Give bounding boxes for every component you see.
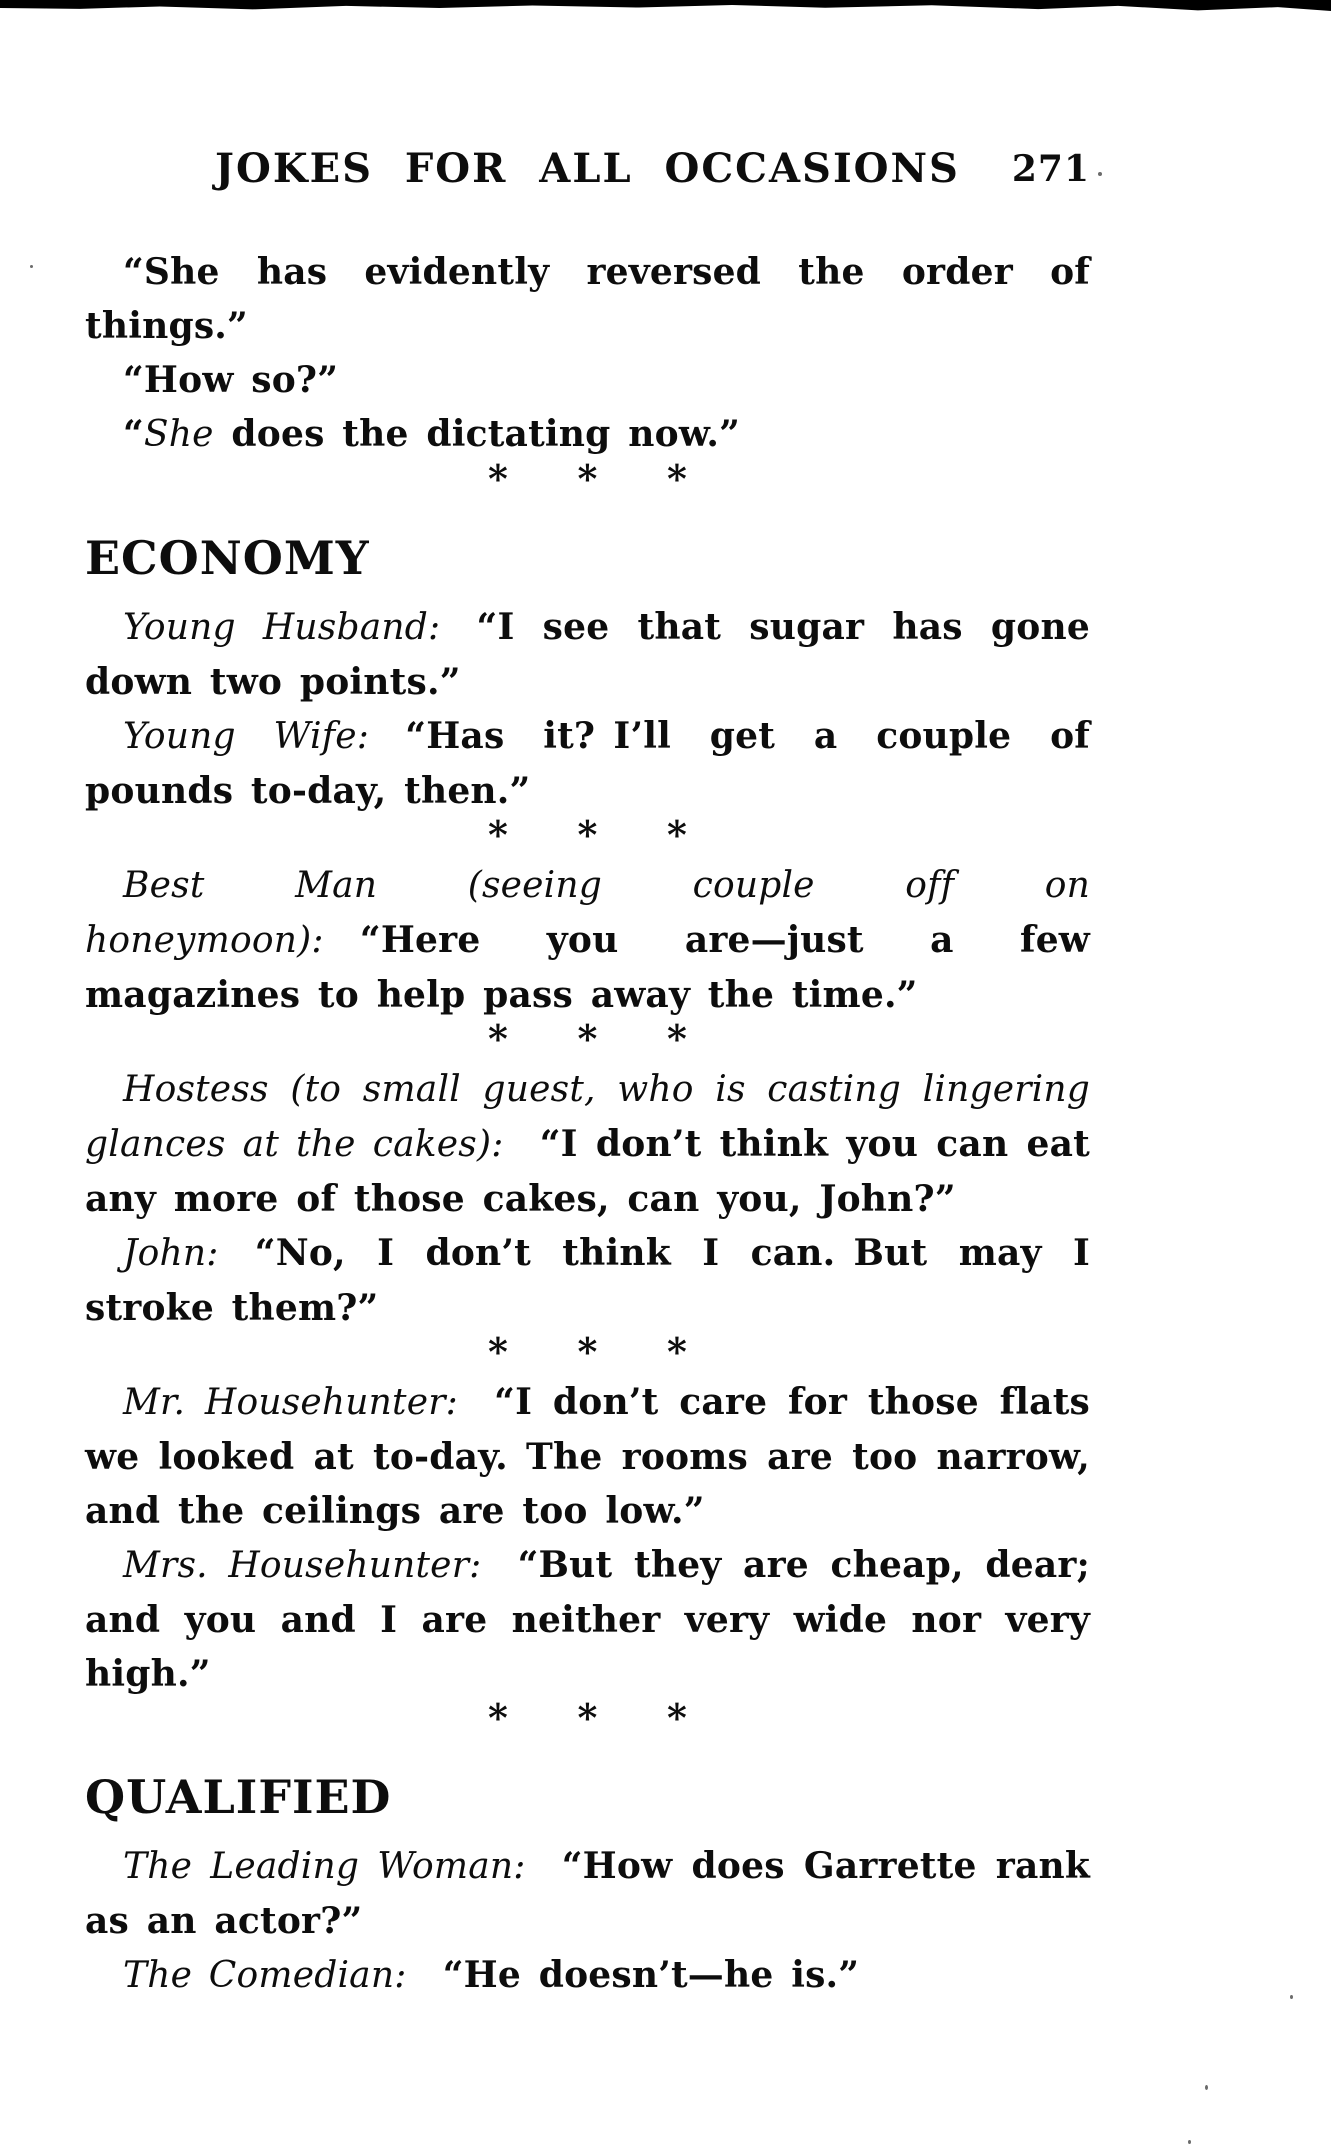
speaker-label: Mr. Househunter: (123, 1382, 458, 1423)
speaker-label: The Leading Woman: (123, 1846, 526, 1887)
paragraph (85, 709, 1090, 818)
speaker-label: Young Husband: (123, 607, 441, 648)
speech-text: “How so?” (123, 359, 339, 401)
page-number: 271 (1011, 148, 1090, 190)
asterisk-separator: * * * (487, 812, 688, 857)
asterisk-separator: * * * (487, 456, 688, 501)
speech-text: “I don’t think you can eat any more of those cakes, can you, John?” (85, 1123, 1090, 1220)
paragraph (85, 245, 1090, 353)
speaker-label: Hostess (to small guest, who is casting lingering glances at the cakes): (85, 1069, 1090, 1165)
speech-text: “Here you are—just a few magazines to help pass away the time.” (85, 919, 1090, 1016)
speaker-label: Mrs. Househunter: (123, 1545, 482, 1586)
speaker-label: Young Wife: (123, 716, 370, 757)
scan-speck (1188, 2140, 1191, 2144)
speech-text: does the dictating now.” (213, 413, 741, 455)
paragraph (85, 353, 1090, 407)
speech-text: “She has evidently reversed the order of things.” (85, 251, 1090, 347)
scan-speck (1098, 172, 1102, 176)
section-heading: ECONOMY (85, 531, 370, 585)
speech-text: “No, I don’t think I can. But may I stroke them?” (85, 1232, 1090, 1329)
speaker-label: The Comedian: (123, 1955, 407, 1996)
speech-text: “He doesn’t—he is.” (406, 1954, 860, 1996)
speech-text: “How does Garrette rank as an actor?” (85, 1845, 1090, 1942)
speech-text: “I see that sugar has gone down two points.” (85, 606, 1090, 703)
paragraph (85, 858, 1090, 1022)
paragraph (85, 407, 1090, 462)
paragraph (85, 1062, 1090, 1226)
scan-speck (30, 265, 33, 268)
asterisk-separator: * * * (487, 1695, 688, 1740)
running-title: JOKES FOR ALL OCCASIONS (215, 145, 960, 192)
speech-text: “But they are cheap, dear; and you and I are neither very wide nor very high.” (85, 1544, 1091, 1695)
content (85, 245, 1090, 2003)
paragraph (85, 600, 1090, 709)
scan-speck (1290, 1995, 1293, 1999)
speaker-label: John: (123, 1233, 219, 1274)
speech-text: “I don’t care for those flats we looked at to-day. The rooms are too narrow, and the ceilings are too low.” (85, 1381, 1091, 1532)
speaker-label: She (143, 414, 214, 455)
paragraph (85, 1375, 1090, 1538)
section-heading: QUALIFIED (85, 1770, 392, 1824)
asterisk-separator: * * * (487, 1329, 688, 1374)
page-header (85, 147, 1090, 191)
speech-text: “ (123, 413, 144, 455)
paragraph (85, 1538, 1090, 1701)
scan-speck (1205, 2085, 1208, 2090)
asterisk-separator: * * * (487, 1016, 688, 1061)
speech-text: “Has it? I’ll get a couple of pounds to-day, then.” (85, 715, 1090, 812)
paragraph (85, 1226, 1090, 1335)
paragraph (85, 1948, 1090, 2003)
paragraph (85, 1839, 1090, 1948)
speaker-label: Best Man (seeing couple off on honeymoon): (85, 865, 1090, 961)
